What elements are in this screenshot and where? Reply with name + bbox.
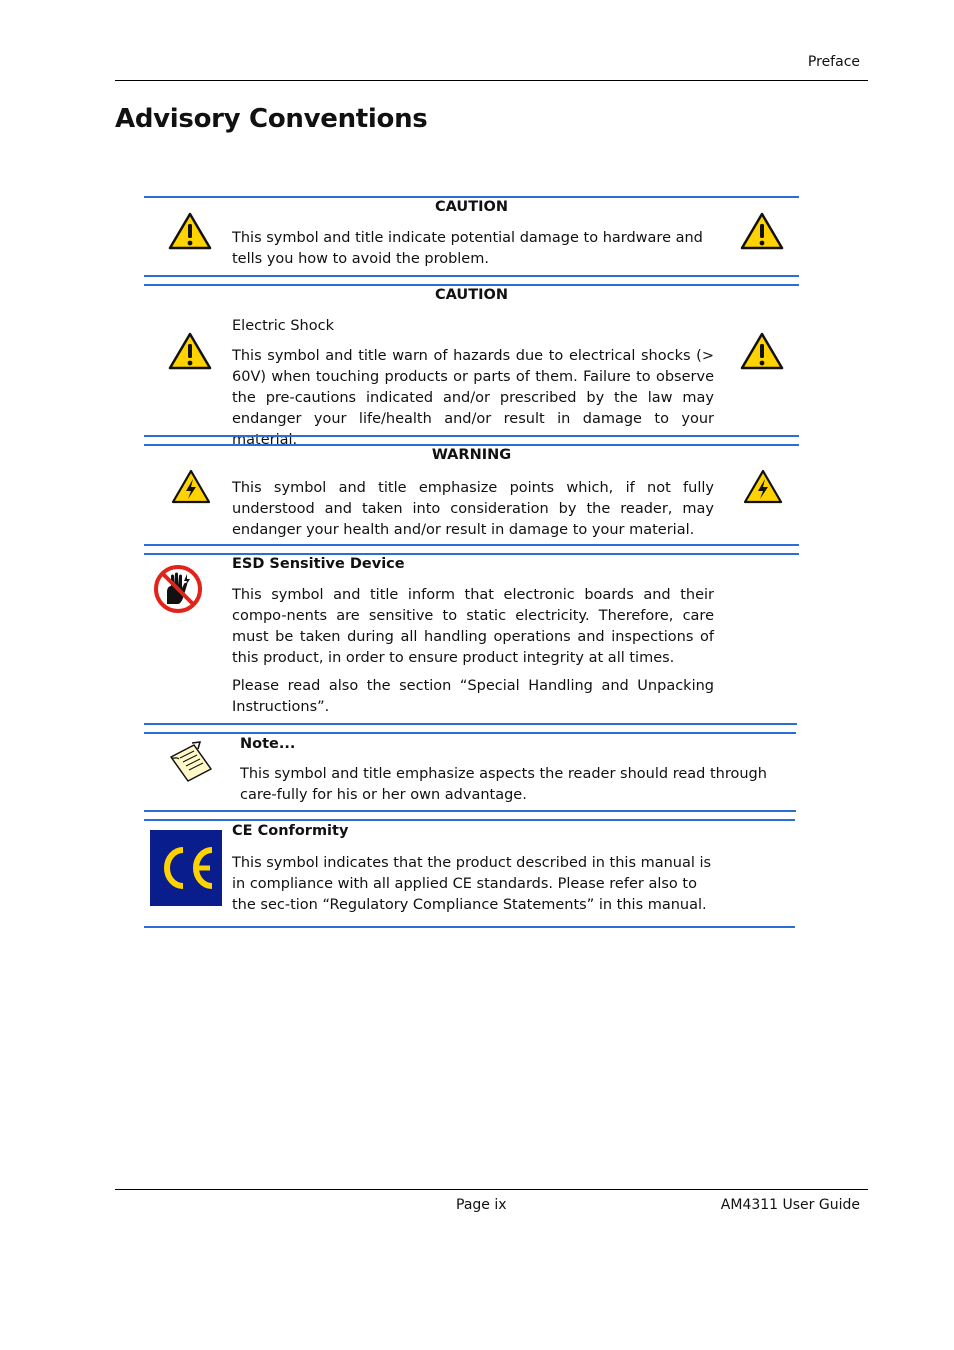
warning-triangle-icon [740,212,784,250]
advisory-body [232,585,714,718]
advisory-esd [144,553,799,724]
advisory-divider [144,926,795,928]
advisory-warning [144,444,799,545]
advisory-divider [144,544,799,546]
electric-shock-icon [743,469,783,504]
warning-triangle-icon [168,332,212,370]
advisory-text: This symbol and title emphasize aspects the reader should read through care-fully for his or her own advantage. [240,766,767,803]
advisory-title: WARNING [431,447,512,463]
advisory-title: Note... [240,736,296,752]
advisory-divider [144,723,797,725]
advisory-note [144,732,796,811]
advisory-title: ESD Sensitive Device [232,556,405,572]
ce-mark-icon [150,830,222,906]
advisory-body [232,228,714,270]
esd-sensitive-icon [153,562,203,617]
warning-triangle-icon [168,212,212,250]
advisory-title: CAUTION [435,287,508,303]
electric-shock-icon [171,469,211,504]
advisory-divider [144,435,799,437]
header-section-label: Preface [807,54,860,70]
footer-page-number: Page ix [456,1197,507,1213]
header-rule [115,80,868,81]
advisory-title: CE Conformity [232,823,349,839]
footer-rule [115,1189,868,1190]
footer-guide-title: AM4311 User Guide [720,1197,860,1213]
advisory-divider [144,810,796,812]
advisory-caution-electric-shock [144,284,799,448]
advisory-text: This symbol indicates that the product described in this manual is in compliance with all applied CE standards. Please refer also to the sec-tion “Regulatory Compliance Statements” in this manual. [232,855,712,913]
advisory-caution [144,196,799,276]
advisory-text: This symbol and title inform that electronic boards and their compo-nents are sensitive to static electricity. Therefore, care must be taken during all handling operations and inspections of this product, in order to ensure product integrity at all times. [232,587,714,666]
page-title: Advisory Conventions [115,104,428,134]
advisory-text: This symbol and title indicate potential damage to hardware and tells you how to avoid the problem. [232,230,703,267]
advisory-body [232,478,714,541]
advisory-body [240,764,794,806]
advisory-ce-conformity [144,819,795,928]
advisory-divider [144,275,799,277]
advisory-text: This symbol and title emphasize points which, if not fully understood and taken into consideration by the reader, may endanger your health and/or result in damage to your material. [232,480,714,538]
warning-triangle-icon [740,332,784,370]
advisory-body [232,853,724,916]
advisory-subtitle: Electric Shock [232,318,334,334]
note-paper-icon [168,740,214,784]
advisory-title: CAUTION [435,199,508,215]
advisory-body [232,316,714,451]
advisory-text: This symbol and title warn of hazards due to electrical shocks (> 60V) when touching products or parts of them. Failure to observe the pre-cautions indicated and/or prescribed by the law may endanger your life/health and/or result in damage to your material. [232,348,714,448]
advisory-text: Please read also the section “Special Handling and Unpacking Instructions”. [232,678,714,715]
